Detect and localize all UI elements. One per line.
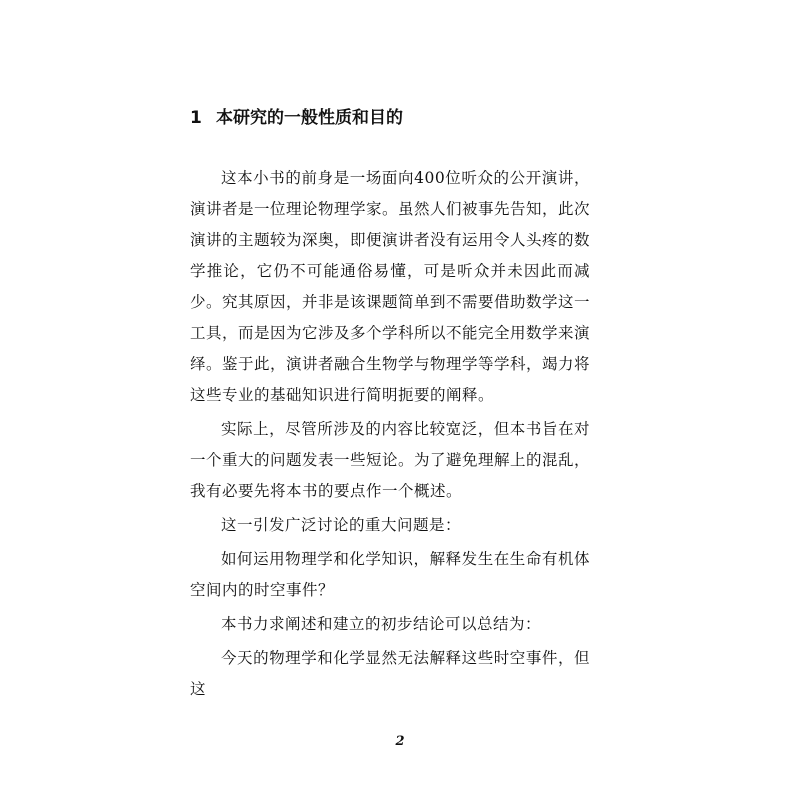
paragraph-1: 这本小书的前身是一场面向400位听众的公开演讲，演讲者是一位理论物理学家。虽然人们被事先告知，此次演讲的主题较为深奥，即便演讲者没有运用令人头疼的数学推论，它仍不可能通俗易懂，可是听众并未因此而减少。究其原因，并非是该课题简单到不需要借助数学这一工具，而是因为它涉及多个学科所以不能完全用数学来演绎。鉴于此，演讲者融合生物学与物理学等学科，竭力将这些专业的基础知识进行简明扼要的阐释。 (190, 169, 591, 404)
paragraph-4: 如何运用物理学和化学知识，解释发生在生命有机体空间内的时空事件？ (190, 550, 590, 599)
section-heading (190, 106, 403, 130)
paragraph-2: 实际上，尽管所涉及的内容比较宽泛，但本书旨在对一个重大的问题发表一些短论。为了避免理解上的混乱，我有必要先将本书的要点作一个概述。 (190, 420, 591, 500)
page-number: 2 (395, 734, 405, 749)
section-number: 1 (190, 108, 202, 128)
paragraph-5: 本书力求阐述和建立的初步结论可以总结为： (221, 615, 542, 633)
section-title: 本研究的一般性质和目的 (216, 108, 403, 128)
paragraph-6: 今天的物理学和化学显然无法解释这些时空事件，但这 (190, 649, 590, 698)
paragraph-3: 这一引发广泛讨论的重大问题是： (221, 516, 462, 534)
body-text (190, 163, 590, 708)
